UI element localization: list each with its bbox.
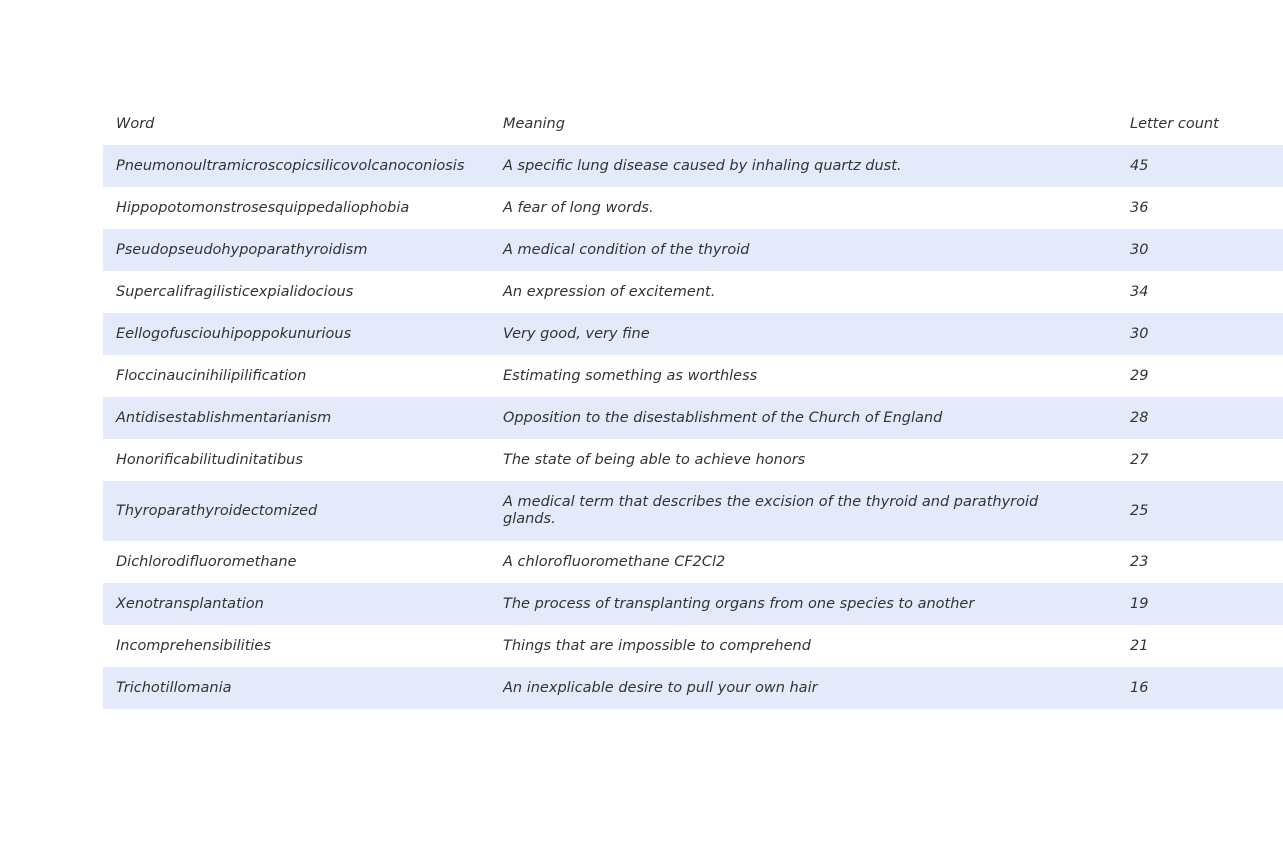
table-row [103,145,1283,187]
header-row [103,103,1283,145]
table-row [103,229,1283,271]
meaning-cell: A chlorofluoromethane CF2Cl2 [503,553,726,570]
table-row [103,625,1283,667]
letter-count-cell: 30 [1130,241,1149,258]
meaning-cell: Opposition to the disestablishment of the Church of England [503,409,943,426]
letter-count-cell: 28 [1130,409,1149,426]
letter-count-cell: 34 [1130,283,1149,300]
meaning-cell: A fear of long words. [503,199,654,216]
meaning-cell: The state of being able to achieve honors [503,451,806,468]
meaning-cell: Things that are impossible to comprehend [503,637,811,654]
meaning-cell: Very good, very fine [503,325,650,342]
table-row [103,187,1283,229]
letter-count-cell: 29 [1130,367,1149,384]
word-cell: Pseudopseudohypoparathyroidism [116,241,368,258]
table-row [103,271,1283,313]
table-row [103,667,1283,709]
column-header-meaning: Meaning [503,115,565,132]
word-cell: Supercalifragilisticexpialidocious [116,283,354,300]
word-cell: Antidisestablishmentarianism [116,409,332,426]
word-cell: Trichotillomania [116,679,232,696]
meaning-cell: A medical condition of the thyroid [503,241,750,258]
meaning-cell: An inexplicable desire to pull your own hair [503,679,818,696]
table-row [103,583,1283,625]
meaning-cell: An expression of excitement. [503,283,716,300]
long-words-table [103,103,1283,709]
table-row [103,397,1283,439]
column-header-word: Word [116,115,155,132]
table-row [103,439,1283,481]
letter-count-cell: 19 [1130,595,1149,612]
table-row [103,313,1283,355]
word-cell: Pneumonoultramicroscopicsilicovolcanoconiosis [116,157,465,174]
word-cell: Hippopotomonstrosesquippedaliophobia [116,199,410,216]
letter-count-cell: 16 [1130,679,1149,696]
meaning-cell: A medical term that describes the excision of the thyroid and parathyroid glands. [503,494,1039,527]
word-cell: Eellogofusciouhipoppokunurious [116,325,352,342]
letter-count-cell: 30 [1130,325,1149,342]
meaning-cell: A specific lung disease caused by inhaling quartz dust. [503,157,902,174]
word-cell: Honorificabilitudinitatibus [116,451,303,468]
letter-count-cell: 36 [1130,199,1149,216]
letter-count-cell: 21 [1130,637,1149,654]
table-body [103,145,1283,709]
letter-count-cell: 25 [1130,502,1149,519]
table-header [103,103,1283,145]
letter-count-cell: 23 [1130,553,1149,570]
word-cell: Thyroparathyroidectomized [116,502,318,519]
word-cell: Floccinaucinihilipilification [116,367,307,384]
word-cell: Incomprehensibilities [116,637,271,654]
letter-count-cell: 27 [1130,451,1149,468]
meaning-cell: The process of transplanting organs from one species to another [503,595,975,612]
word-cell: Dichlorodifluoromethane [116,553,297,570]
column-header-letter-count: Letter count [1130,115,1219,132]
letter-count-cell: 45 [1130,157,1149,174]
table-row [103,541,1283,583]
table-row [103,355,1283,397]
table-row [103,481,1283,541]
word-cell: Xenotransplantation [116,595,264,612]
meaning-cell: Estimating something as worthless [503,367,758,384]
